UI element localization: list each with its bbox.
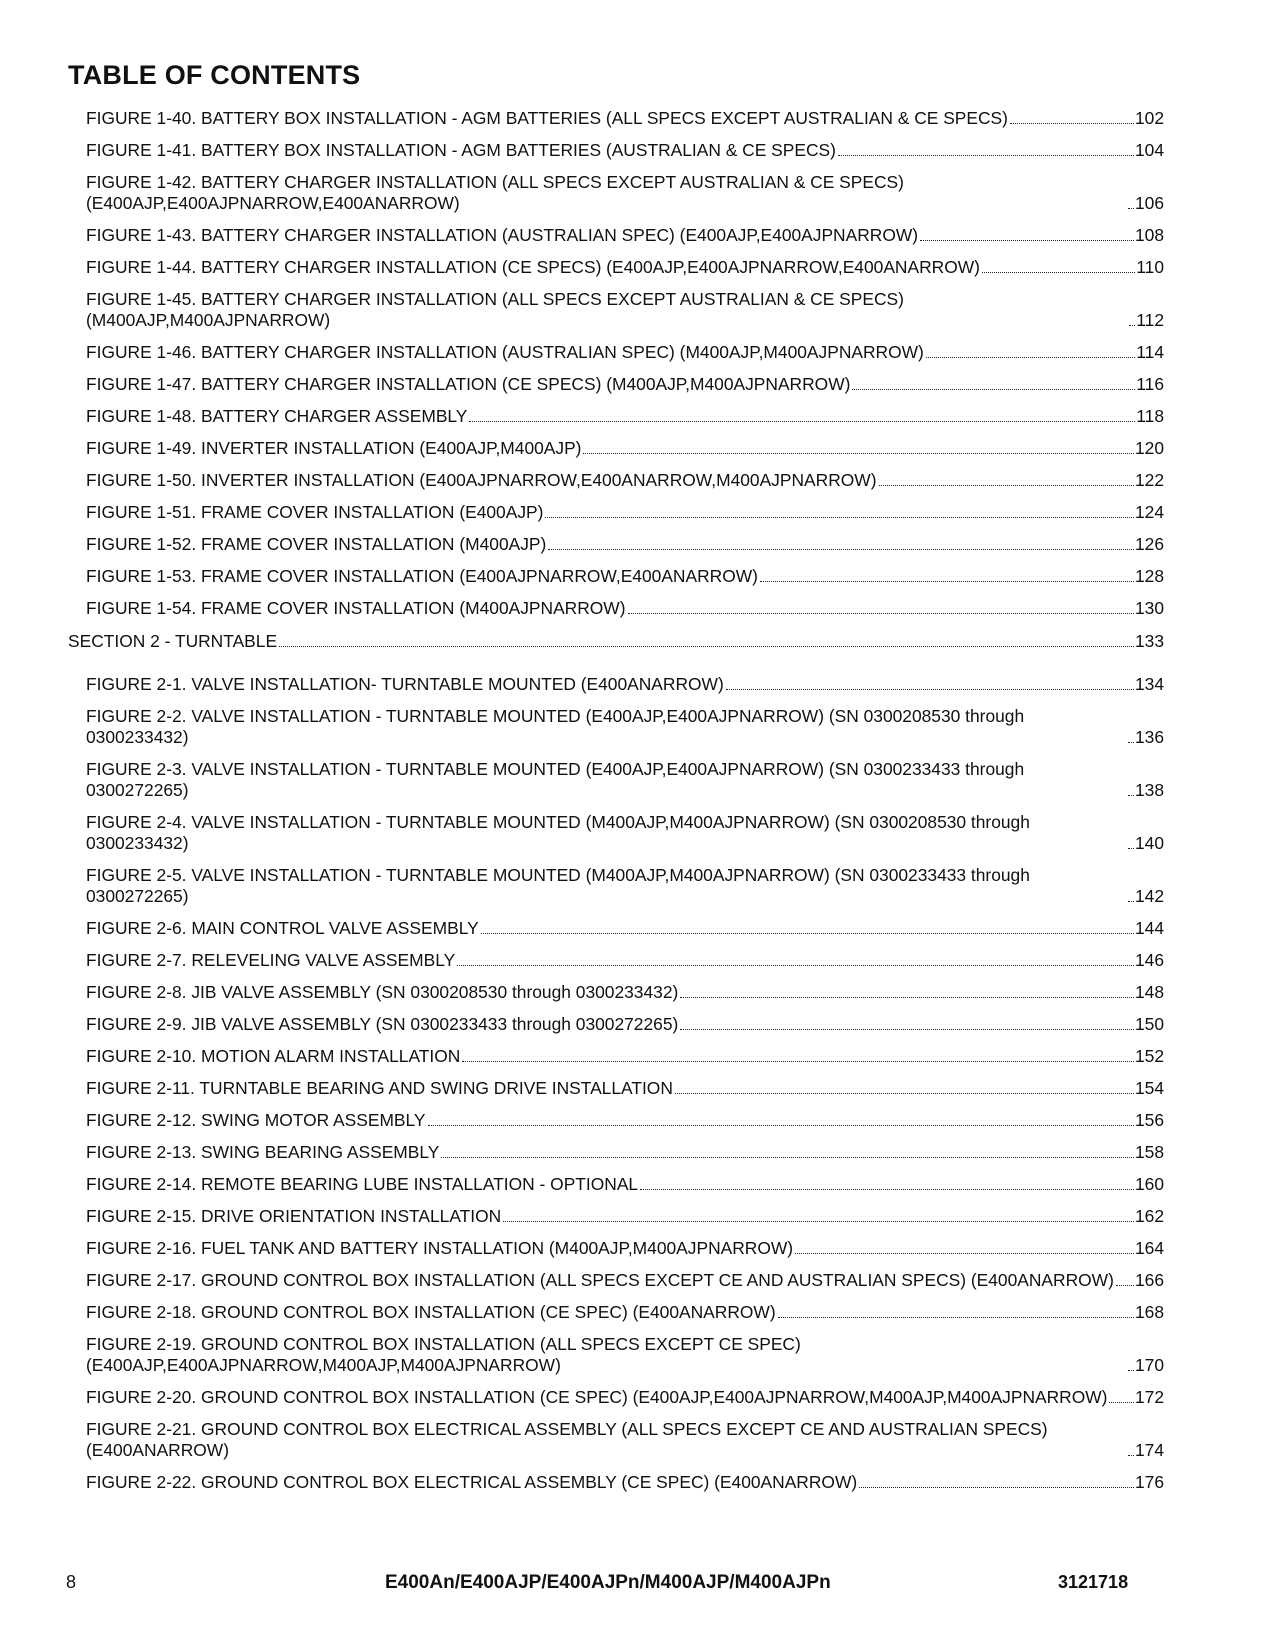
dot-leader xyxy=(778,1317,1134,1318)
toc-entry-page: 120 xyxy=(1134,438,1164,458)
toc-entry-page: 140 xyxy=(1134,833,1164,853)
dot-leader xyxy=(503,1221,1134,1222)
footer-document-number: 3121718 xyxy=(1058,1572,1129,1592)
toc-entry-page: 114 xyxy=(1136,342,1164,362)
dot-leader xyxy=(545,517,1134,518)
dot-leader xyxy=(481,933,1134,934)
toc-entry-page: 104 xyxy=(1134,140,1164,160)
toc-entry-title: FIGURE 2-18. GROUND CONTROL BOX INSTALLATION (CE SPEC) (E400ANARROW) xyxy=(86,1302,776,1322)
toc-figure-entry[interactable] xyxy=(86,257,1164,278)
toc-figure-entry[interactable] xyxy=(86,172,1164,214)
toc-figure-entry[interactable] xyxy=(86,1238,1164,1259)
toc-entry-page: 146 xyxy=(1134,950,1164,970)
toc-entry-title: FIGURE 1-40. BATTERY BOX INSTALLATION - AGM BATTERIES (ALL SPECS EXCEPT AUSTRALIAN & CE SPECS) xyxy=(86,108,1008,128)
toc-list xyxy=(0,108,1275,1504)
toc-entry-page: 130 xyxy=(1134,598,1164,618)
toc-entry-page: 112 xyxy=(1136,310,1164,330)
toc-entry-title: FIGURE 1-50. INVERTER INSTALLATION (E400AJPNARROW,E400ANARROW,M400AJPNARROW) xyxy=(86,470,877,490)
toc-entry-title: FIGURE 2-20. GROUND CONTROL BOX INSTALLATION (CE SPEC) (E400AJP,E400AJPNARROW,M400AJP,M400AJPNARROW) xyxy=(86,1387,1108,1407)
dot-leader xyxy=(583,453,1134,454)
toc-entry-title: FIGURE 2-17. GROUND CONTROL BOX INSTALLATION (ALL SPECS EXCEPT CE AND AUSTRALIAN SPECS) (E400ANARROW) xyxy=(86,1270,1114,1290)
dot-leader xyxy=(1010,123,1134,124)
toc-figure-entry[interactable] xyxy=(86,108,1164,129)
toc-entry-title: FIGURE 1-46. BATTERY CHARGER INSTALLATION (AUSTRALIAN SPEC) (M400AJP,M400AJPNARROW) xyxy=(86,342,924,362)
toc-entry-page: 136 xyxy=(1134,727,1164,747)
toc-entry-title: FIGURE 2-12. SWING MOTOR ASSEMBLY xyxy=(86,1110,426,1130)
toc-figure-entry[interactable] xyxy=(86,406,1164,427)
dot-leader xyxy=(680,997,1134,998)
dot-leader xyxy=(1128,1370,1134,1371)
dot-leader xyxy=(838,155,1134,156)
toc-entry-title: FIGURE 2-8. JIB VALVE ASSEMBLY (SN 0300208530 through 0300233432) xyxy=(86,982,679,1002)
dot-leader xyxy=(462,1061,1134,1062)
toc-entry-title: FIGURE 2-4. VALVE INSTALLATION - TURNTABLE MOUNTED (M400AJP,M400AJPNARROW) (SN 0300208530 through 0300233432) xyxy=(86,812,1030,853)
toc-entry-title: FIGURE 2-7. RELEVELING VALVE ASSEMBLY xyxy=(86,950,456,970)
dot-leader xyxy=(859,1487,1134,1488)
toc-figure-entry[interactable] xyxy=(86,1014,1164,1035)
dot-leader xyxy=(469,421,1135,422)
toc-figure-entry[interactable] xyxy=(86,1174,1164,1195)
toc-entry-page: 174 xyxy=(1134,1440,1164,1460)
toc-figure-entry[interactable] xyxy=(86,438,1164,459)
toc-figure-entry[interactable] xyxy=(86,374,1164,395)
toc-figure-entry[interactable] xyxy=(86,706,1164,748)
toc-figure-entry[interactable] xyxy=(86,1046,1164,1067)
toc-entry-page: 128 xyxy=(1134,566,1164,586)
toc-entry-page: 124 xyxy=(1134,502,1164,522)
dot-leader xyxy=(1128,208,1134,209)
toc-figure-entry[interactable] xyxy=(86,1334,1164,1376)
toc-entry-title: FIGURE 2-5. VALVE INSTALLATION - TURNTABLE MOUNTED (M400AJP,M400AJPNARROW) (SN 0300233433 through 0300272265) xyxy=(86,865,1030,906)
toc-entry-title: FIGURE 1-48. BATTERY CHARGER ASSEMBLY xyxy=(86,406,468,426)
toc-entry-page: 152 xyxy=(1134,1046,1164,1066)
toc-figure-entry[interactable] xyxy=(86,918,1164,939)
toc-entry-title: FIGURE 2-21. GROUND CONTROL BOX ELECTRICAL ASSEMBLY (ALL SPECS EXCEPT CE AND AUSTRALIAN SPECS) (E400ANARROW) xyxy=(86,1419,1048,1460)
toc-figure-entry[interactable] xyxy=(86,502,1164,523)
toc-figure-entry[interactable] xyxy=(86,865,1164,907)
dot-leader xyxy=(879,485,1134,486)
toc-entry-title: FIGURE 2-14. REMOTE BEARING LUBE INSTALLATION - OPTIONAL xyxy=(86,1174,639,1194)
toc-entry-page: 156 xyxy=(1134,1110,1164,1130)
toc-figure-entry[interactable] xyxy=(86,342,1164,363)
toc-section-entry[interactable] xyxy=(68,631,1164,652)
toc-entry-title: FIGURE 2-15. DRIVE ORIENTATION INSTALLATION xyxy=(86,1206,502,1226)
toc-figure-entry[interactable] xyxy=(86,1142,1164,1163)
toc-entry-page: 108 xyxy=(1134,225,1164,245)
toc-entry-title: FIGURE 2-22. GROUND CONTROL BOX ELECTRICAL ASSEMBLY (CE SPEC) (E400ANARROW) xyxy=(86,1472,858,1492)
toc-entry-title: FIGURE 1-43. BATTERY CHARGER INSTALLATION (AUSTRALIAN SPEC) (E400AJP,E400AJPNARROW) xyxy=(86,225,919,245)
dot-leader xyxy=(726,689,1134,690)
toc-entry-title: FIGURE 1-45. BATTERY CHARGER INSTALLATION (ALL SPECS EXCEPT AUSTRALIAN & CE SPECS) (M400AJP,M400AJPNARROW) xyxy=(86,289,904,330)
toc-entry-page: 134 xyxy=(1134,674,1164,694)
toc-figure-entry[interactable] xyxy=(86,534,1164,555)
dot-leader xyxy=(1116,1285,1134,1286)
dot-leader xyxy=(279,646,1134,647)
toc-entry-page: 164 xyxy=(1134,1238,1164,1258)
toc-entry-page: 102 xyxy=(1134,108,1164,128)
toc-figure-entry[interactable] xyxy=(86,982,1164,1003)
toc-entry-page: 116 xyxy=(1136,374,1164,394)
toc-entry-title: FIGURE 2-11. TURNTABLE BEARING AND SWING DRIVE INSTALLATION xyxy=(86,1078,673,1098)
toc-entry-title: FIGURE 1-41. BATTERY BOX INSTALLATION - AGM BATTERIES (AUSTRALIAN & CE SPECS) xyxy=(86,140,836,160)
toc-figure-entry[interactable] xyxy=(86,470,1164,491)
toc-entry-title: FIGURE 2-3. VALVE INSTALLATION - TURNTABLE MOUNTED (E400AJP,E400AJPNARROW) (SN 0300233433 through 0300272265) xyxy=(86,759,1025,800)
toc-entry-title: FIGURE 1-44. BATTERY CHARGER INSTALLATION (CE SPECS) (E400AJP,E400AJPNARROW,E400ANARROW) xyxy=(86,257,980,277)
toc-entry-page: 154 xyxy=(1134,1078,1164,1098)
toc-entry-title: FIGURE 2-2. VALVE INSTALLATION - TURNTABLE MOUNTED (E400AJP,E400AJPNARROW) (SN 0300208530 through 0300233432) xyxy=(86,706,1025,747)
page-title: TABLE OF CONTENTS xyxy=(68,60,361,90)
toc-figure-entry[interactable] xyxy=(86,225,1164,246)
toc-figure-entry[interactable] xyxy=(86,1078,1164,1099)
toc-entry-page: 110 xyxy=(1136,257,1164,277)
toc-figure-entry[interactable] xyxy=(86,950,1164,971)
toc-entry-page: 148 xyxy=(1134,982,1164,1002)
toc-figure-entry[interactable] xyxy=(86,1419,1164,1461)
toc-entry-page: 138 xyxy=(1134,780,1164,800)
toc-entry-page: 118 xyxy=(1136,406,1164,426)
dot-leader xyxy=(920,240,1134,241)
toc-figure-entry[interactable] xyxy=(86,140,1164,161)
toc-entry-page: 172 xyxy=(1134,1387,1164,1407)
toc-figure-entry[interactable] xyxy=(86,674,1164,695)
toc-entry-title: FIGURE 2-10. MOTION ALARM INSTALLATION xyxy=(86,1046,461,1066)
toc-figure-entry[interactable] xyxy=(86,1206,1164,1227)
toc-entry-title: FIGURE 2-19. GROUND CONTROL BOX INSTALLATION (ALL SPECS EXCEPT CE SPEC) (E400AJP,E400AJPNARROW,M400AJP,M400AJPNARROW) xyxy=(86,1334,801,1375)
toc-figure-entry[interactable] xyxy=(86,598,1164,619)
toc-figure-entry[interactable] xyxy=(86,1472,1164,1493)
toc-figure-entry[interactable] xyxy=(86,1270,1164,1291)
dot-leader xyxy=(1128,848,1134,849)
dot-leader xyxy=(1128,901,1134,902)
toc-entry-page: 133 xyxy=(1134,631,1164,651)
toc-entry-page: 142 xyxy=(1134,886,1164,906)
toc-entry-title: FIGURE 2-9. JIB VALVE ASSEMBLY (SN 0300233433 through 0300272265) xyxy=(86,1014,679,1034)
toc-entry-page: 162 xyxy=(1134,1206,1164,1226)
toc-figure-entry[interactable] xyxy=(86,1387,1164,1408)
toc-entry-title: FIGURE 2-1. VALVE INSTALLATION- TURNTABLE MOUNTED (E400ANARROW) xyxy=(86,674,724,694)
dot-leader xyxy=(457,965,1134,966)
toc-entry-page: 150 xyxy=(1134,1014,1164,1034)
toc-entry-page: 122 xyxy=(1134,470,1164,490)
footer-page-number: 8 xyxy=(66,1572,77,1592)
toc-entry-title: FIGURE 1-47. BATTERY CHARGER INSTALLATION (CE SPECS) (M400AJP,M400AJPNARROW) xyxy=(86,374,851,394)
toc-entry-page: 170 xyxy=(1134,1355,1164,1375)
toc-entry-title: FIGURE 1-51. FRAME COVER INSTALLATION (E400AJP) xyxy=(86,502,544,522)
dot-leader xyxy=(1128,742,1134,743)
toc-entry-page: 166 xyxy=(1134,1270,1164,1290)
dot-leader xyxy=(760,581,1134,582)
toc-entry-title: FIGURE 1-53. FRAME COVER INSTALLATION (E400AJPNARROW,E400ANARROW) xyxy=(86,566,758,586)
toc-figure-entry[interactable] xyxy=(86,566,1164,587)
dot-leader xyxy=(926,357,1135,358)
toc-entry-title: FIGURE 2-16. FUEL TANK AND BATTERY INSTALLATION (M400AJP,M400AJPNARROW) xyxy=(86,1238,794,1258)
toc-entry-title: FIGURE 1-49. INVERTER INSTALLATION (E400AJP,M400AJP) xyxy=(86,438,582,458)
toc-figure-entry[interactable] xyxy=(86,812,1164,854)
toc-entry-page: 160 xyxy=(1134,1174,1164,1194)
dot-leader xyxy=(852,389,1135,390)
toc-entry-title: FIGURE 2-13. SWING BEARING ASSEMBLY xyxy=(86,1142,440,1162)
toc-entry-page: 176 xyxy=(1134,1472,1164,1492)
dot-leader xyxy=(675,1093,1134,1094)
dot-leader xyxy=(1109,1402,1134,1403)
toc-entry-page: 168 xyxy=(1134,1302,1164,1322)
toc-entry-page: 126 xyxy=(1134,534,1164,554)
toc-entry-title: FIGURE 2-6. MAIN CONTROL VALVE ASSEMBLY xyxy=(86,918,479,938)
toc-entry-title: SECTION 2 - TURNTABLE xyxy=(68,631,278,651)
toc-entry-page: 144 xyxy=(1134,918,1164,938)
toc-entry-title: FIGURE 1-54. FRAME COVER INSTALLATION (M400AJPNARROW) xyxy=(86,598,626,618)
toc-entry-page: 158 xyxy=(1134,1142,1164,1162)
dot-leader xyxy=(982,272,1135,273)
toc-entry-title: FIGURE 1-42. BATTERY CHARGER INSTALLATION (ALL SPECS EXCEPT AUSTRALIAN & CE SPECS) (E400AJP,E400AJPNARROW,E400ANARROW) xyxy=(86,172,904,213)
dot-leader xyxy=(428,1125,1134,1126)
footer-models: E400An/E400AJP/E400AJPn/M400AJP/M400AJPn xyxy=(385,1572,831,1593)
dot-leader xyxy=(640,1189,1134,1190)
toc-entry-title: FIGURE 1-52. FRAME COVER INSTALLATION (M400AJP) xyxy=(86,534,547,554)
dot-leader xyxy=(548,549,1134,550)
dot-leader xyxy=(1128,795,1134,796)
dot-leader xyxy=(680,1029,1134,1030)
toc-figure-entry[interactable] xyxy=(86,1110,1164,1131)
toc-figure-entry[interactable] xyxy=(86,759,1164,801)
dot-leader xyxy=(441,1157,1134,1158)
toc-figure-entry[interactable] xyxy=(86,1302,1164,1323)
toc-entry-page: 106 xyxy=(1134,193,1164,213)
dot-leader xyxy=(1128,1455,1134,1456)
toc-figure-entry[interactable] xyxy=(86,289,1164,331)
dot-leader xyxy=(1129,325,1135,326)
dot-leader xyxy=(628,613,1134,614)
dot-leader xyxy=(795,1253,1134,1254)
